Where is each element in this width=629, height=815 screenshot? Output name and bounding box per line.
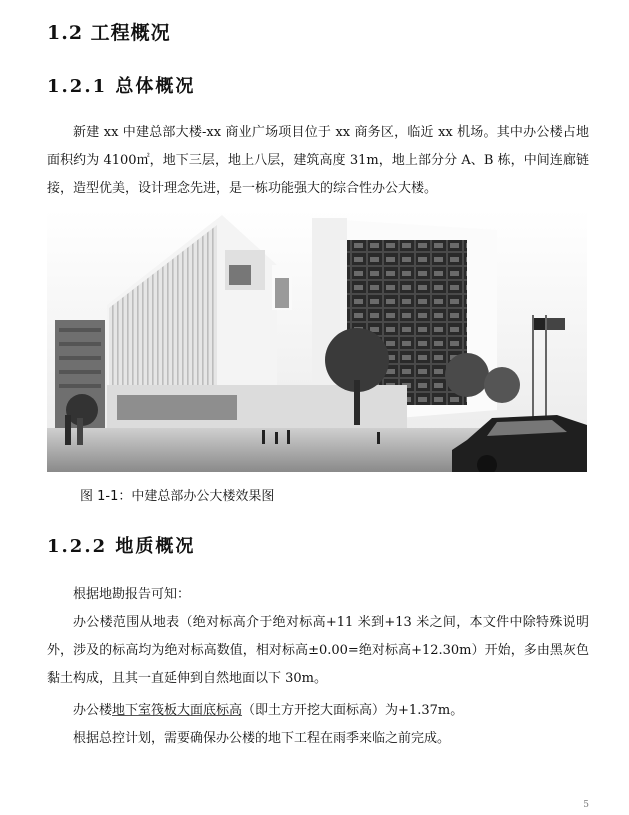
overview-heading: 1.2.1 总体概况 bbox=[47, 76, 196, 97]
geology-paragraph-4: 根据总控计划，需要确保办公楼的地下工程在雨季来临之前完成。 bbox=[73, 731, 451, 746]
geology-p3-underlined: 地下室筏板大面底标高 bbox=[112, 703, 243, 718]
geology-heading: 1.2.2 地质概况 bbox=[47, 536, 196, 557]
geology-paragraph-3 bbox=[47, 697, 589, 725]
building-illustration bbox=[47, 210, 587, 472]
geology-p3-post: （即土方开挖大面标高）为+1.37m。 bbox=[242, 703, 464, 718]
geology-paragraph-1: 根据地勘报告可知： bbox=[73, 587, 191, 602]
geology-paragraph-2: 办公楼范围从地表（绝对标高介于绝对标高+11 米到+13 米之间，本文件中除特殊说明外，涉及的标高均为绝对标高数值，相对标高±0.00=绝对标高+12.30m）开始，多由黑灰色黏土构成，且其一直延伸到自然地面以下 30m。 bbox=[47, 615, 589, 686]
geology-p3-pre: 办公楼 bbox=[73, 703, 113, 718]
overview-paragraph: 新建 xx 中建总部大楼-xx 商业广场项目位于 xx 商务区，临近 xx 机场。其中办公楼占地面积约为 4100㎡，地下三层，地上八层，建筑高度 31m，地上部分分 A、B 栋，中间连廊链接，造型优美，设计理念先进，是一栋功能强大的综合性办公大楼。 bbox=[47, 125, 589, 196]
figure-caption: 图 1-1：中建总部办公大楼效果图 bbox=[80, 489, 275, 504]
building-rendering-image bbox=[47, 210, 587, 472]
page-number: 5 bbox=[583, 800, 589, 810]
section-heading: 1.2 工程概况 bbox=[47, 22, 171, 44]
